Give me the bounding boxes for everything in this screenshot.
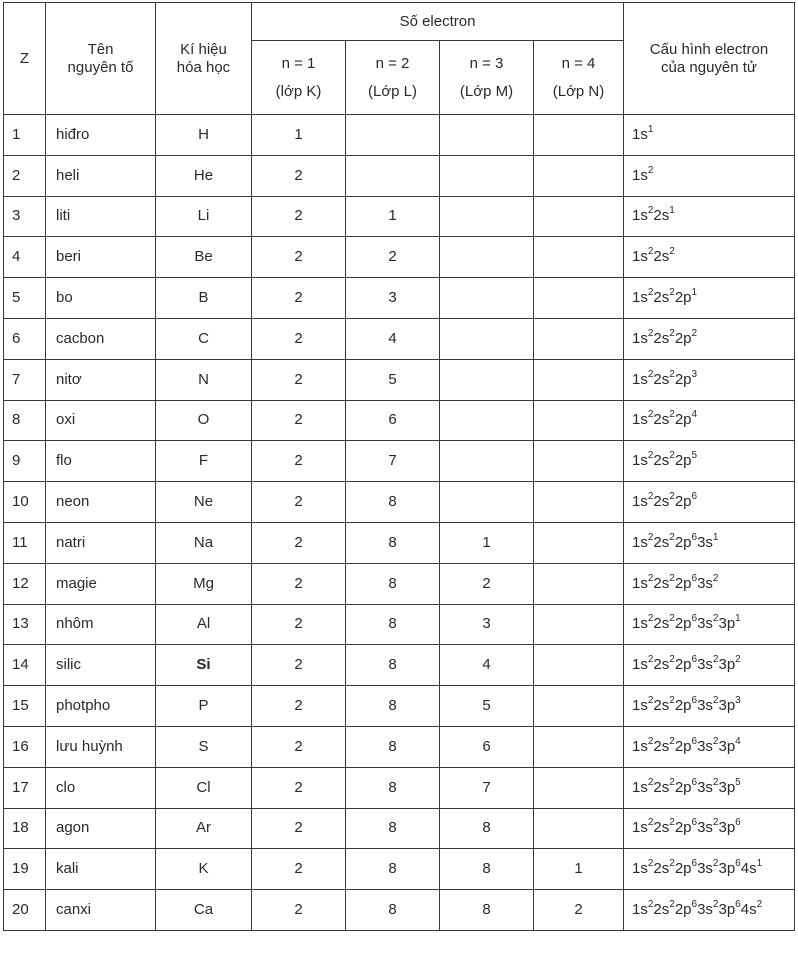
cell-z: 7 [4,359,46,400]
cell-configuration: $1s^22s^22p^63s^23p^1$ [624,604,795,645]
header-shell-n-line1: n = 4 [561,54,596,72]
cell-shell-n [534,400,624,441]
table-row [4,482,795,523]
cell-shell-k: 2 [252,767,346,808]
cell-shell-k: 2 [252,686,346,727]
table-row [4,767,795,808]
cell-z: 6 [4,318,46,359]
cell-element-name: heli [46,155,156,196]
cell-configuration: $1s^22s^22p^63s^23p^6$ [624,808,795,849]
cell-shell-m: 8 [440,890,534,931]
cell-element-name: canxi [46,890,156,931]
cell-configuration: $1s^1$ [624,115,795,156]
cell-shell-k: 2 [252,318,346,359]
cell-z: 2 [4,155,46,196]
cell-shell-m [440,155,534,196]
table-row [4,563,795,604]
header-electron-count [252,3,624,41]
cell-element-name: bo [46,278,156,319]
cell-shell-k: 2 [252,645,346,686]
cell-shell-l: 8 [346,563,440,604]
cell-z: 14 [4,645,46,686]
cell-shell-l: 1 [346,196,440,237]
cell-configuration: $1s^22s^22p^1$ [624,278,795,319]
cell-element-name: magie [46,563,156,604]
cell-symbol: Ca [156,890,252,931]
table-row [4,155,795,196]
electron-configuration-table-page [3,2,794,962]
cell-element-name: nitơ [46,359,156,400]
cell-shell-m: 7 [440,767,534,808]
table-row [4,196,795,237]
cell-z: 20 [4,890,46,931]
cell-z: 4 [4,237,46,278]
header-shell-k-line1: n = 1 [281,54,316,72]
cell-shell-m: 8 [440,808,534,849]
cell-symbol: Cl [156,767,252,808]
cell-symbol: Mg [156,563,252,604]
cell-element-name: lưu huỳnh [46,726,156,767]
table-row [4,645,795,686]
header-electron-count-label: Số electron [399,12,476,30]
cell-shell-k: 2 [252,359,346,400]
cell-z: 12 [4,563,46,604]
table-row [4,604,795,645]
cell-configuration: $1s^22s^22p^63s^1$ [624,522,795,563]
table-row [4,726,795,767]
cell-shell-n [534,767,624,808]
cell-shell-m: 3 [440,604,534,645]
cell-symbol: Si [156,645,252,686]
cell-shell-n [534,726,624,767]
header-element-name [46,3,156,115]
cell-shell-m [440,441,534,482]
cell-shell-n [534,522,624,563]
table-row [4,318,795,359]
header-name-line2: nguyên tố [67,58,134,76]
cell-configuration: $1s^22s^22p^63s^23p^64s^2$ [624,890,795,931]
cell-shell-l [346,115,440,156]
header-shell-n-line2: (Lớp N) [552,82,605,100]
cell-configuration: $1s^22s^22p^63s^23p^4$ [624,726,795,767]
cell-z: 15 [4,686,46,727]
cell-symbol: F [156,441,252,482]
cell-shell-k: 2 [252,196,346,237]
cell-z: 10 [4,482,46,523]
table-row [4,115,795,156]
table-row [4,849,795,890]
header-symbol-line1: Kí hiệu [180,40,227,58]
cell-shell-n: 1 [534,849,624,890]
electron-configuration-table [3,2,795,931]
cell-element-name: hiđro [46,115,156,156]
cell-symbol: Be [156,237,252,278]
cell-shell-k: 2 [252,726,346,767]
cell-z: 19 [4,849,46,890]
table-row [4,808,795,849]
cell-symbol: K [156,849,252,890]
cell-shell-n [534,808,624,849]
cell-shell-n [534,645,624,686]
cell-z: 9 [4,441,46,482]
cell-shell-l: 3 [346,278,440,319]
cell-configuration: $1s^22s^22p^63s^23p^5$ [624,767,795,808]
cell-shell-l: 8 [346,890,440,931]
cell-shell-k: 2 [252,155,346,196]
header-config-line1: Cấu hình electron [649,40,769,58]
cell-shell-l: 8 [346,808,440,849]
cell-element-name: clo [46,767,156,808]
cell-shell-n [534,359,624,400]
cell-symbol: Ar [156,808,252,849]
cell-configuration: $1s^22s^22p^3$ [624,359,795,400]
cell-configuration: $1s^22s^1$ [624,196,795,237]
cell-shell-l: 8 [346,604,440,645]
table-row [4,359,795,400]
cell-symbol: N [156,359,252,400]
header-shell-m-line1: n = 3 [469,54,504,72]
cell-symbol: Ne [156,482,252,523]
cell-shell-n [534,563,624,604]
cell-shell-n [534,318,624,359]
cell-shell-m [440,482,534,523]
cell-shell-n [534,196,624,237]
table-row [4,278,795,319]
cell-element-name: silic [46,645,156,686]
cell-shell-l [346,155,440,196]
cell-symbol: Li [156,196,252,237]
cell-shell-k: 2 [252,849,346,890]
cell-shell-l: 8 [346,482,440,523]
header-shell-l [346,41,440,115]
cell-element-name: oxi [46,400,156,441]
cell-shell-n [534,604,624,645]
cell-shell-n [534,237,624,278]
cell-shell-m [440,196,534,237]
cell-element-name: cacbon [46,318,156,359]
cell-shell-m: 4 [440,645,534,686]
header-shell-k-line2: (lớp K) [275,82,322,100]
cell-shell-k: 2 [252,278,346,319]
cell-shell-k: 1 [252,115,346,156]
header-z [4,3,46,115]
cell-z: 3 [4,196,46,237]
cell-element-name: liti [46,196,156,237]
cell-shell-n [534,115,624,156]
cell-shell-k: 2 [252,563,346,604]
cell-element-name: neon [46,482,156,523]
header-symbol-line2: hóa học [176,58,231,76]
cell-shell-k: 2 [252,237,346,278]
cell-shell-l: 8 [346,767,440,808]
cell-shell-l: 7 [346,441,440,482]
cell-z: 1 [4,115,46,156]
cell-shell-k: 2 [252,482,346,523]
cell-shell-l: 8 [346,686,440,727]
cell-shell-k: 2 [252,441,346,482]
cell-z: 18 [4,808,46,849]
cell-symbol: C [156,318,252,359]
cell-symbol: O [156,400,252,441]
cell-symbol: S [156,726,252,767]
cell-element-name: flo [46,441,156,482]
cell-shell-k: 2 [252,400,346,441]
cell-shell-l: 8 [346,849,440,890]
cell-shell-m [440,115,534,156]
cell-configuration: $1s^2$ [624,155,795,196]
cell-configuration: $1s^22s^22p^4$ [624,400,795,441]
table-row [4,400,795,441]
header-shell-l-line2: (Lớp L) [367,82,418,100]
header-shell-k [252,41,346,115]
cell-element-name: kali [46,849,156,890]
table-row [4,237,795,278]
cell-symbol: Al [156,604,252,645]
cell-shell-n: 2 [534,890,624,931]
cell-shell-l: 8 [346,726,440,767]
cell-element-name: agon [46,808,156,849]
cell-shell-k: 2 [252,808,346,849]
cell-z: 16 [4,726,46,767]
table-row [4,890,795,931]
cell-shell-k: 2 [252,890,346,931]
cell-z: 5 [4,278,46,319]
cell-symbol: P [156,686,252,727]
cell-shell-m [440,237,534,278]
cell-shell-m: 2 [440,563,534,604]
cell-shell-k: 2 [252,604,346,645]
cell-configuration: $1s^22s^22p^5$ [624,441,795,482]
cell-configuration: $1s^22s^22p^6$ [624,482,795,523]
cell-z: 13 [4,604,46,645]
cell-shell-n [534,686,624,727]
cell-configuration: $1s^22s^22p^2$ [624,318,795,359]
cell-shell-m [440,278,534,319]
cell-shell-l: 8 [346,522,440,563]
cell-shell-m: 6 [440,726,534,767]
header-z-label: Z [19,49,30,67]
table-row [4,441,795,482]
cell-element-name: natri [46,522,156,563]
cell-symbol: B [156,278,252,319]
cell-shell-m: 5 [440,686,534,727]
cell-shell-n [534,441,624,482]
cell-configuration: $1s^22s^22p^63s^23p^64s^1$ [624,849,795,890]
cell-configuration: $1s^22s^2$ [624,237,795,278]
cell-shell-l: 8 [346,645,440,686]
table-row [4,686,795,727]
cell-z: 17 [4,767,46,808]
header-shell-l-line1: n = 2 [375,54,410,72]
cell-symbol: He [156,155,252,196]
cell-shell-m [440,359,534,400]
header-shell-m [440,41,534,115]
cell-element-name: beri [46,237,156,278]
cell-symbol: Na [156,522,252,563]
cell-shell-m: 1 [440,522,534,563]
cell-element-name: photpho [46,686,156,727]
table-row [4,522,795,563]
table-header [4,3,795,115]
header-symbol [156,3,252,115]
cell-shell-l: 5 [346,359,440,400]
cell-shell-l: 4 [346,318,440,359]
cell-shell-l: 6 [346,400,440,441]
cell-shell-m: 8 [440,849,534,890]
cell-shell-n [534,482,624,523]
cell-shell-l: 2 [346,237,440,278]
header-configuration [624,3,795,115]
cell-configuration: $1s^22s^22p^63s^2$ [624,563,795,604]
cell-symbol: H [156,115,252,156]
cell-z: 11 [4,522,46,563]
cell-shell-n [534,278,624,319]
cell-configuration: $1s^22s^22p^63s^23p^2$ [624,645,795,686]
header-shell-m-line2: (Lớp M) [459,82,514,100]
cell-element-name: nhôm [46,604,156,645]
cell-configuration: $1s^22s^22p^63s^23p^3$ [624,686,795,727]
header-name-line1: Tên [87,40,114,58]
cell-shell-k: 2 [252,522,346,563]
cell-z: 8 [4,400,46,441]
cell-shell-m [440,400,534,441]
table-body [4,115,795,931]
header-shell-n [534,41,624,115]
cell-shell-n [534,155,624,196]
cell-shell-m [440,318,534,359]
header-config-line2: của nguyên tử [661,58,757,76]
